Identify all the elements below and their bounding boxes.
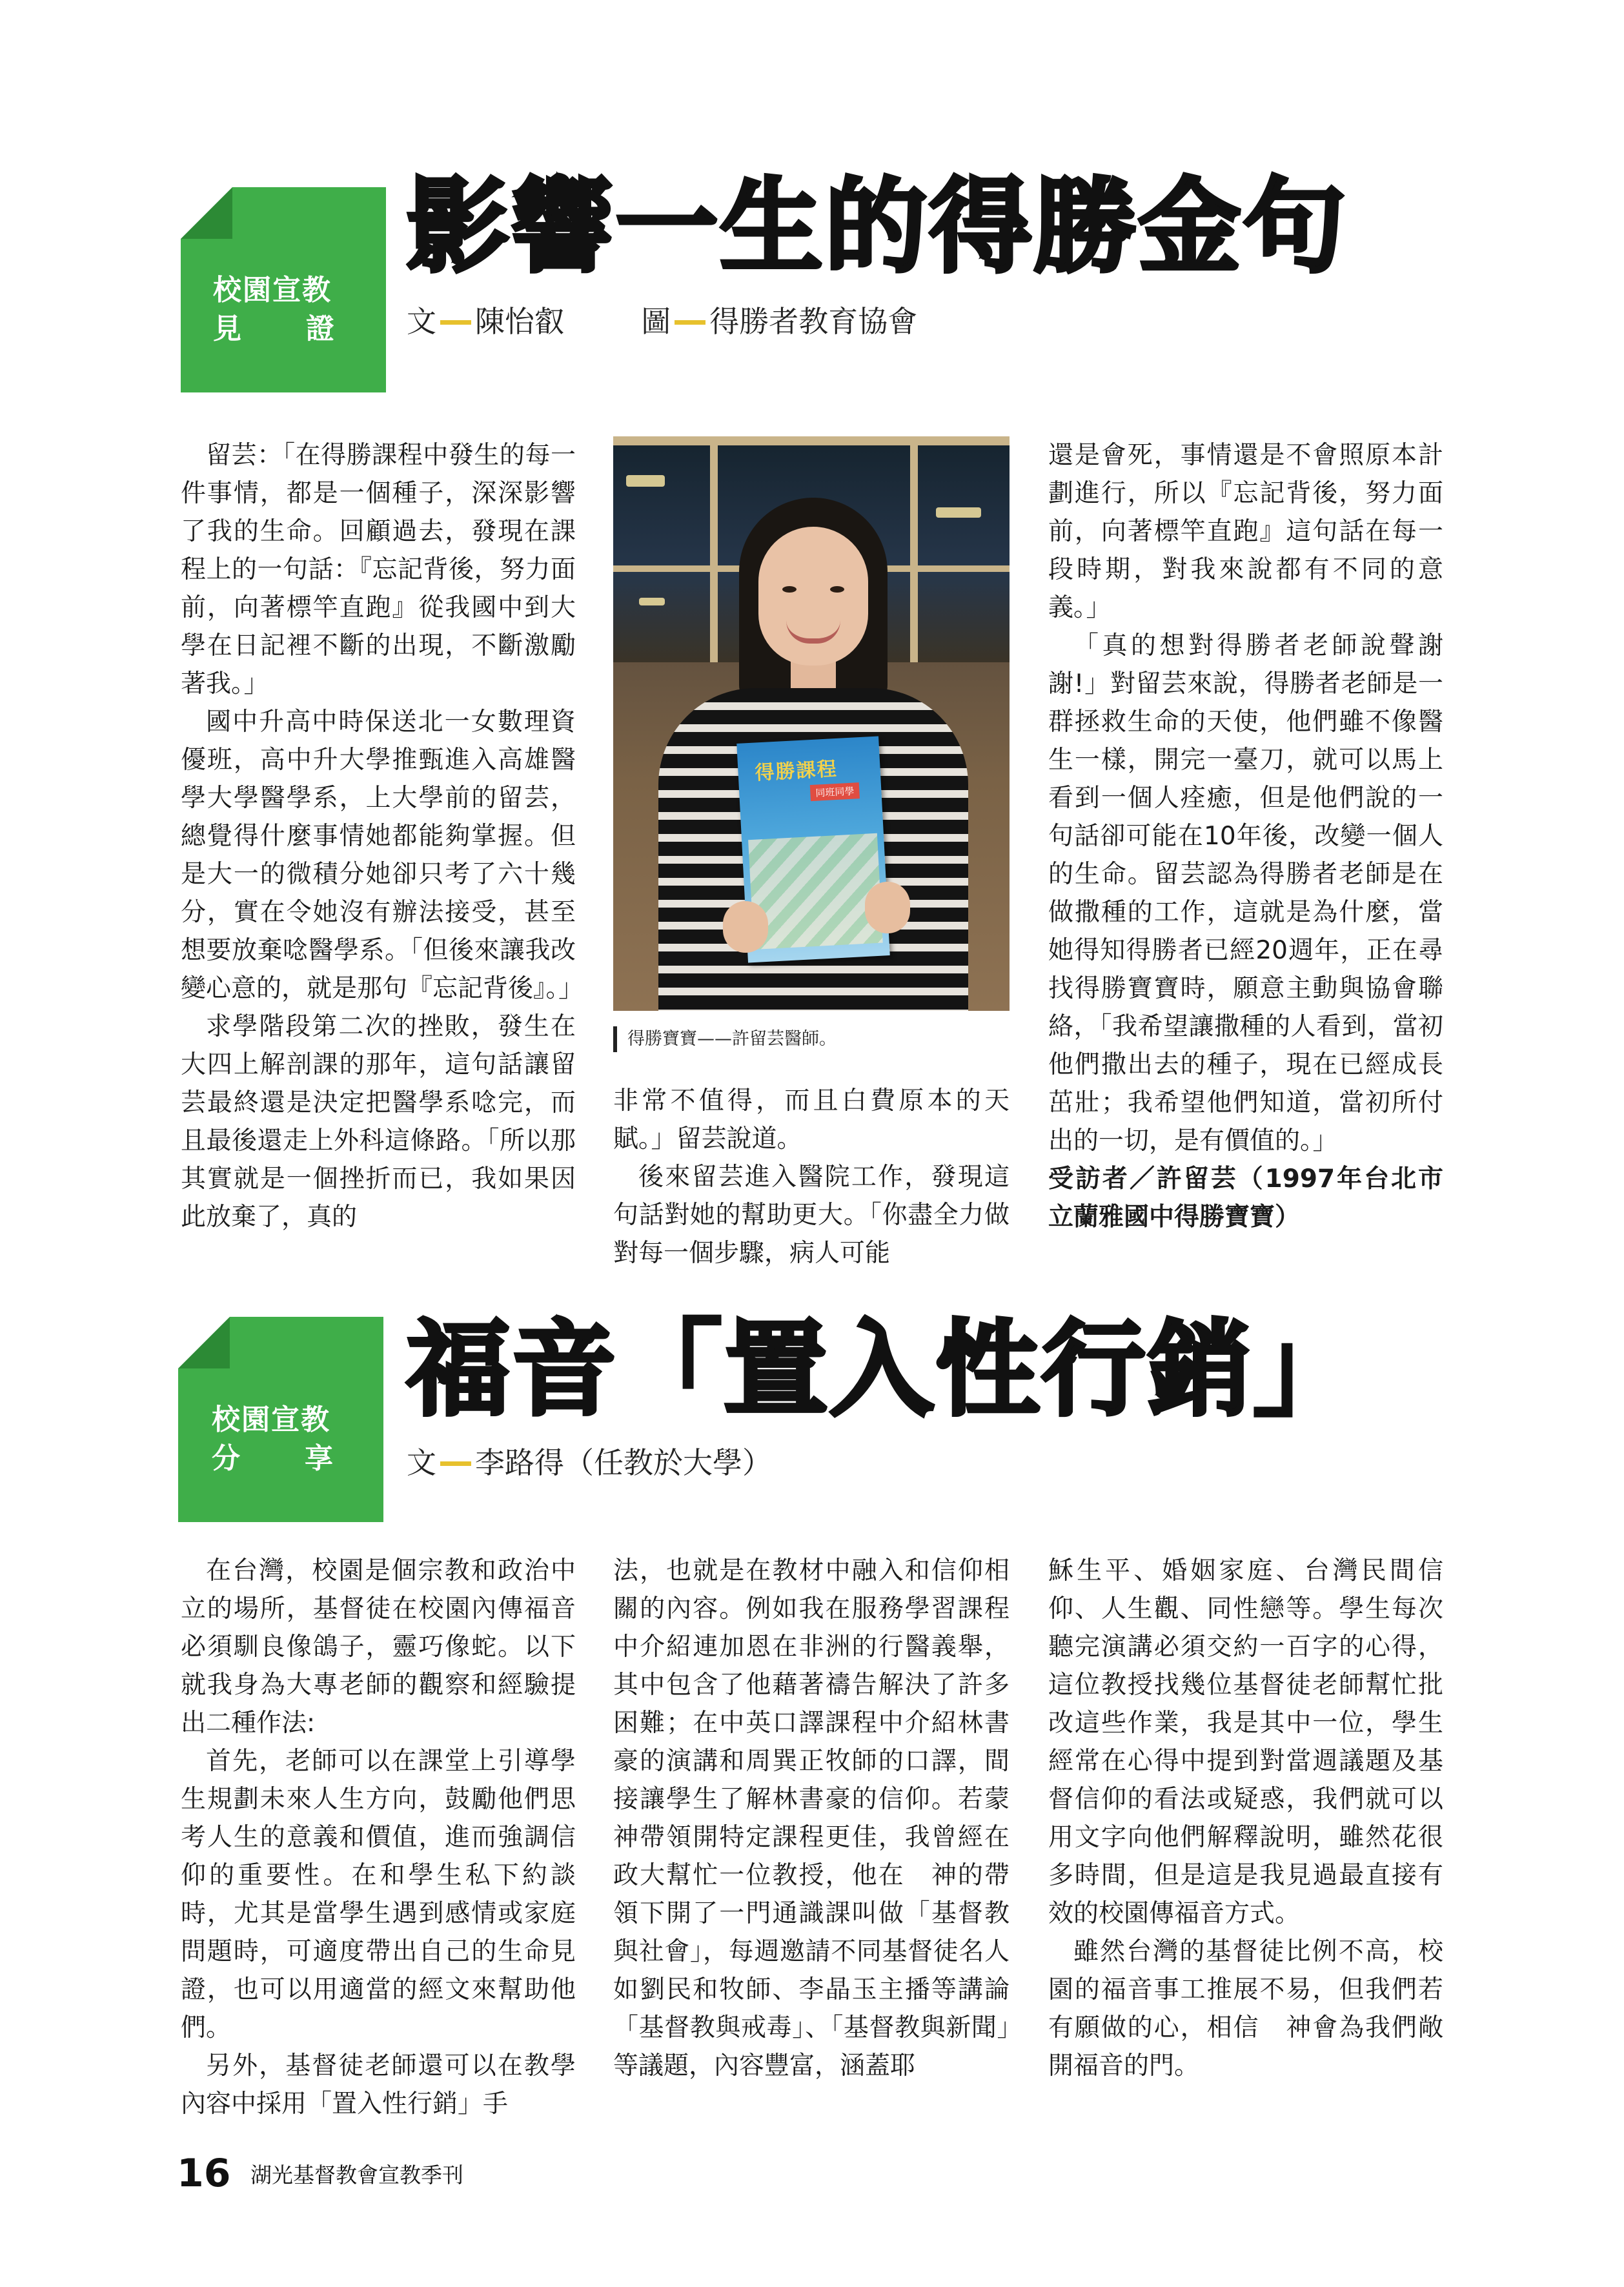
ceiling-light xyxy=(936,507,981,518)
photo-caption: 得勝寶寶——許留芸醫師。 xyxy=(613,1026,1010,1052)
section-tag-testimony xyxy=(181,187,386,392)
publication-name: 湖光基督教會宣教季刊 xyxy=(250,2162,463,2188)
book-illustration xyxy=(748,833,883,950)
paragraph: 非常不值得，而且白費原本的天賦。」留芸說道。 xyxy=(613,1086,1010,1154)
paragraph: 求學階段第二次的挫敗，發生在大四上解剖課的那年，這句話讓留芸最終還是決定把醫學系唸完，而且最後還走上外科這條路。「所以那其實就是一個挫折而已，我如果因此放棄了，真的 xyxy=(181,1012,576,1232)
tag-char-2: 證 xyxy=(306,312,336,345)
page-number: 16 xyxy=(177,2151,231,2196)
article1-column-1 xyxy=(181,436,584,1236)
article2-column-1 xyxy=(181,1552,576,2123)
tag-line-1: 校園宣教 xyxy=(213,274,332,307)
article1-column-3 xyxy=(1048,436,1443,1236)
byline-dash xyxy=(440,1461,471,1466)
paragraph: 「真的想對得勝者老師說聲謝謝!」對留芸來說，得勝者老師是一群拯救生命的天使，他們雖不像醫生一樣，開完一臺刀，就可以馬上看到一個人痊癒，但是他們說的一句話卻可能在10年後，改變一個人的生命。留芸認為得勝者老師是在做撒種的工作，這就是為什麼，當她得知得勝者已經20週年，正在尋找得勝寶寶時，願意主動與協會聯絡，「我希望讓撒種的人看到，當初他們撒出去的種子，現在已經成長茁壯；我希望他們知道，當初所付出的一切，是有價值的。」 xyxy=(1048,631,1443,1155)
book-title: 得勝課程 xyxy=(754,757,838,785)
ceiling-light xyxy=(639,598,665,605)
paragraph: 留芸：「在得勝課程中發生的每一件事情，都是一個種子，深深影響了我的生命。回顧過去，發現在課程上的一句話：『忘記背後，努力面前，向著標竿直跑』從我國中到大學在日記裡不斷的出現，不斷激勵著我。」 xyxy=(181,441,576,698)
paragraph: 國中升高中時保送北一女數理資優班，高中升大學推甄進入高雄醫學大學醫學系，上大學前的留芸，總覺得什麼事情她都能夠掌握。但是大一的微積分她卻只考了六十幾分，實在令她沒有辦法接受，甚至想要放棄唸醫學系。「但後來讓我改變心意的，就是那句『忘記背後』。」 xyxy=(181,707,584,1003)
article-byline xyxy=(407,298,917,341)
window-frame xyxy=(710,436,718,662)
tag-line-2 xyxy=(213,312,336,345)
portrait-eye xyxy=(782,586,797,593)
section-tag-sharing xyxy=(178,1317,383,1522)
folded-corner xyxy=(181,187,232,239)
byline-image-label: 圖 xyxy=(641,304,671,339)
paragraph: 在台灣，校園是個宗教和政治中立的場所，基督徒在校園內傳福音必須馴良像鴿子，靈巧像蛇。以下就我身為大專老師的觀察和經驗提出二種作法: xyxy=(181,1556,576,1738)
tag-char-1: 分 xyxy=(212,1442,241,1475)
paragraph: 另外，基督徒老師還可以在教學內容中採用「置入性行銷」手 xyxy=(181,2051,576,2119)
paragraph: 後來留芸進入醫院工作，發現這句話對她的幫助更大。「你盡全力做對每一個步驟，病人可能 xyxy=(613,1163,1010,1268)
article-title: 福音「置入性行銷」 xyxy=(407,1309,1360,1430)
byline-author: 李路得（任教於大學） xyxy=(475,1445,772,1480)
paragraph: 穌生平、婚姻家庭、台灣民間信仰、人生觀、同性戀等。學生每次聽完演講必須交約一百字的心得，這位教授找幾位基督徒老師幫忙批改這些作業，我是其中一位，學生經常在心得中提到對當週議題及基督信仰的看法或疑惑，我們就可以用文字向他們解釋說明，雖然花很多時間，但是這是我見過最直接有效的校園傳福音方式。 xyxy=(1048,1556,1443,1928)
portrait-eye xyxy=(830,586,844,593)
tag-line-1: 校園宣教 xyxy=(212,1403,330,1436)
ceiling-light xyxy=(626,475,665,487)
paragraph: 首先，老師可以在課堂上引導學生規劃未來人生方向，鼓勵他們思考人生的意義和價值，進而強調信仰的重要性。在和學生私下約談時，尤其是當學生遇到感情或家庭問題時，可適度帶出自己的生命見證，也可以用適當的經文來幫助他們。 xyxy=(181,1747,576,2042)
byline-dash-2 xyxy=(675,320,705,325)
article-title: 影響一生的得勝金句 xyxy=(407,168,1348,287)
book-subtitle: 同班同學 xyxy=(810,782,860,801)
article2-column-2 xyxy=(613,1552,1035,2085)
byline-dash xyxy=(440,320,471,325)
article2-column-3 xyxy=(1048,1552,1443,2085)
article-photo xyxy=(613,436,1010,1011)
tag-char-1: 見 xyxy=(213,312,243,345)
article1-column-2 xyxy=(613,1082,1010,1272)
portrait-hand xyxy=(865,882,910,933)
paragraph: 法，也就是在教材中融入和信仰相關的內容。例如我在服務學習課程中介紹連加恩在非洲的行醫義舉，其中包含了他藉著禱告解決了許多困難；在中英口譯課程中介紹林書豪的演講和周巽正牧師的口譯，間接讓學生了解林書豪的信仰。若蒙 神帶領開特定課程更佳，我曾經在政大幫忙一位教授，他在 神的帶領下開了一門通識課叫做「基督教與社會」，每週邀請不同基督徒名人如劉民和牧師、李晶玉主播等講論「基督教與戒毒」、「基督教與新聞」等議題，內容豐富，涵蓋耶 xyxy=(613,1556,1035,2080)
byline-text-label: 文 xyxy=(407,1445,436,1480)
paragraph: 雖然台灣的基督徒比例不高，校園的福音事工推展不易，但我們若有願做的心，相信 神會為我們敞開福音的門。 xyxy=(1048,1937,1443,2080)
byline-author: 陳怡叡 xyxy=(475,304,564,339)
tag-line-2 xyxy=(212,1442,334,1475)
portrait-hand xyxy=(723,901,768,953)
byline-text-label: 文 xyxy=(407,304,436,339)
tag-char-2: 享 xyxy=(305,1442,334,1475)
window-frame xyxy=(613,436,1010,445)
window-frame xyxy=(910,436,918,662)
portrait-face xyxy=(758,527,868,666)
interviewee-credit: 受訪者／許留芸（1997年台北市立蘭雅國中得勝寶寶） xyxy=(1048,1164,1443,1232)
article-byline xyxy=(407,1439,772,1482)
paragraph: 還是會死，事情還是不會照原本計劃進行，所以『忘記背後，努力面前，向著標竿直跑』這句話在每一段時期，對我來說都有不同的意義。」 xyxy=(1048,441,1443,622)
folded-corner xyxy=(178,1317,230,1368)
byline-image-credit: 得勝者教育協會 xyxy=(709,304,918,339)
